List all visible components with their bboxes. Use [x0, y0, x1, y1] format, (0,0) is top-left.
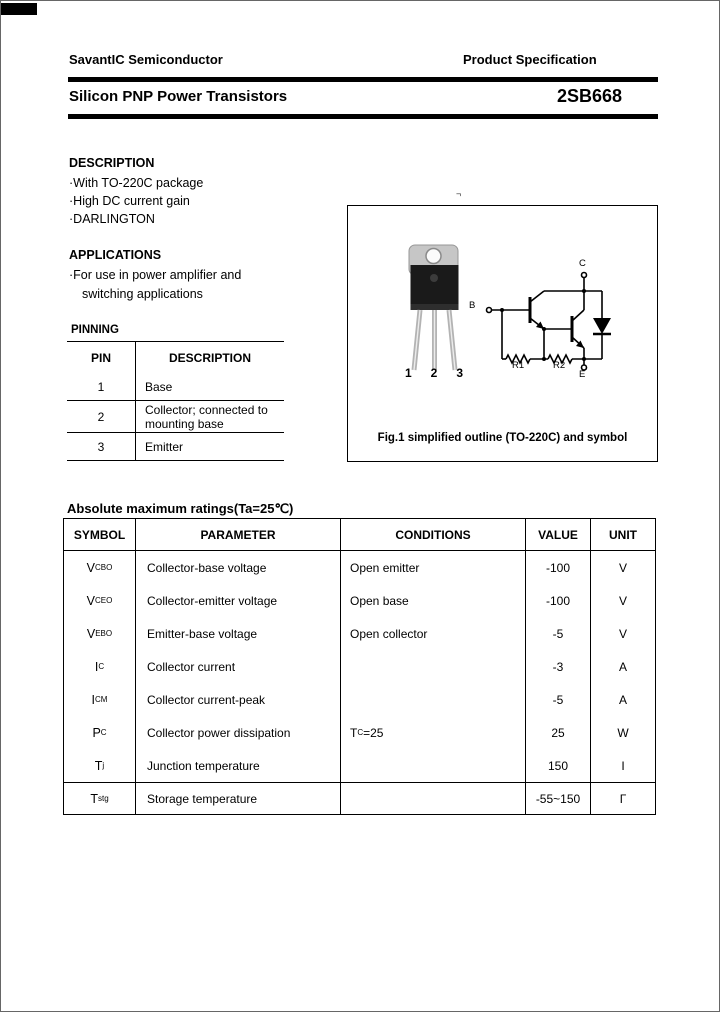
pinning-col-header: PIN [67, 341, 136, 373]
pin-description-cell: Emitter [136, 433, 284, 461]
applications-line: switching applications [82, 287, 203, 301]
description-item: ·With TO-220C package [69, 176, 204, 190]
value-cell: -100 [526, 551, 591, 584]
conditions-cell: Open base [341, 584, 526, 617]
symbol-cell: I C [63, 650, 136, 683]
symbol-cell: P C [63, 716, 136, 749]
company-name: SavantIC Semiconductor [69, 52, 223, 67]
doc-type: Product Specification [463, 52, 597, 67]
parameter-cell: Collector power dissipation [136, 716, 341, 749]
ratings-heading: Absolute maximum ratings(Ta=25℃) [67, 501, 294, 516]
pin-number-1: 1 [405, 366, 412, 380]
symbol-cell: T j [63, 749, 136, 782]
pin-number-2: 2 [430, 366, 438, 380]
collector-terminal-label: C [579, 258, 586, 269]
pin-cell: 3 [67, 433, 136, 461]
pinning-table [67, 341, 284, 461]
unit-cell: A [591, 683, 656, 716]
parameter-cell: Emitter-base voltage [136, 617, 341, 650]
pin-cell: 2 [67, 401, 136, 433]
unit-cell: Γ [591, 782, 656, 815]
conditions-cell: Open collector [341, 617, 526, 650]
unit-cell: V [591, 551, 656, 584]
figure-box [347, 205, 658, 462]
ratings-col-header: CONDITIONS [341, 518, 526, 551]
conditions-cell [341, 749, 526, 782]
parameter-cell: Collector current [136, 650, 341, 683]
ratings-col-header: PARAMETER [136, 518, 341, 551]
symbol-cell: V CEO [63, 584, 136, 617]
parameter-cell: Junction temperature [136, 749, 341, 782]
pin-number-3: 3 [456, 366, 463, 380]
applications-line: ·For use in power amplifier and [69, 268, 242, 282]
symbol-cell: V EBO [63, 617, 136, 650]
pin-description-cell: Base [136, 373, 284, 401]
to220-and-symbol-drawing [348, 206, 657, 461]
ratings-col-header: VALUE [526, 518, 591, 551]
value-cell: 25 [526, 716, 591, 749]
conditions-cell: T C =25 [341, 716, 526, 749]
stray-mark: ¬ [456, 189, 462, 199]
ratings-col-header: SYMBOL [63, 518, 136, 551]
value-cell: -3 [526, 650, 591, 683]
figure-caption: Fig.1 simplified outline (TO-220C) and symbol [377, 432, 628, 444]
value-cell: -5 [526, 617, 591, 650]
unit-cell: I [591, 749, 656, 782]
unit-cell: V [591, 584, 656, 617]
header-rule-top [68, 77, 658, 82]
value-cell: -100 [526, 584, 591, 617]
header-rule-bottom [68, 114, 658, 119]
conditions-cell: Open emitter [341, 551, 526, 584]
pin-description-cell: Collector; connected to mounting base [136, 401, 284, 433]
conditions-cell [341, 782, 526, 815]
unit-cell: V [591, 617, 656, 650]
symbol-cell: T stg [63, 782, 136, 815]
conditions-cell [341, 683, 526, 716]
package-pin-numbers [405, 366, 463, 380]
resistor-r2-label: R2 [553, 360, 566, 371]
unit-cell: A [591, 650, 656, 683]
resistor-r1-label: R1 [512, 360, 525, 371]
ratings-table [63, 518, 656, 815]
pin-cell: 1 [67, 373, 136, 401]
symbol-cell: V CBO [63, 551, 136, 584]
symbol-cell: I CM [63, 683, 136, 716]
parameter-cell: Storage temperature [136, 782, 341, 815]
unit-cell: W [591, 716, 656, 749]
conditions-cell [341, 650, 526, 683]
scan-artifact [1, 3, 37, 15]
description-item: ·DARLINGTON [69, 212, 155, 226]
description-item: ·High DC current gain [69, 194, 190, 208]
part-number: 2SB668 [557, 86, 623, 106]
parameter-cell: Collector-emitter voltage [136, 584, 341, 617]
value-cell: -55~150 [526, 782, 591, 815]
pinning-heading: PINNING [71, 324, 119, 336]
page-title: Silicon PNP Power Transistors [69, 88, 288, 105]
emitter-terminal-label: E [579, 369, 586, 380]
description-heading: DESCRIPTION [69, 156, 155, 170]
parameter-cell: Collector current-peak [136, 683, 341, 716]
pinning-col-header: DESCRIPTION [136, 341, 284, 373]
base-terminal-label: B [469, 300, 476, 311]
parameter-cell: Collector-base voltage [136, 551, 341, 584]
ratings-col-header: UNIT [591, 518, 656, 551]
value-cell: -5 [526, 683, 591, 716]
applications-heading: APPLICATIONS [69, 248, 162, 262]
value-cell: 150 [526, 749, 591, 782]
